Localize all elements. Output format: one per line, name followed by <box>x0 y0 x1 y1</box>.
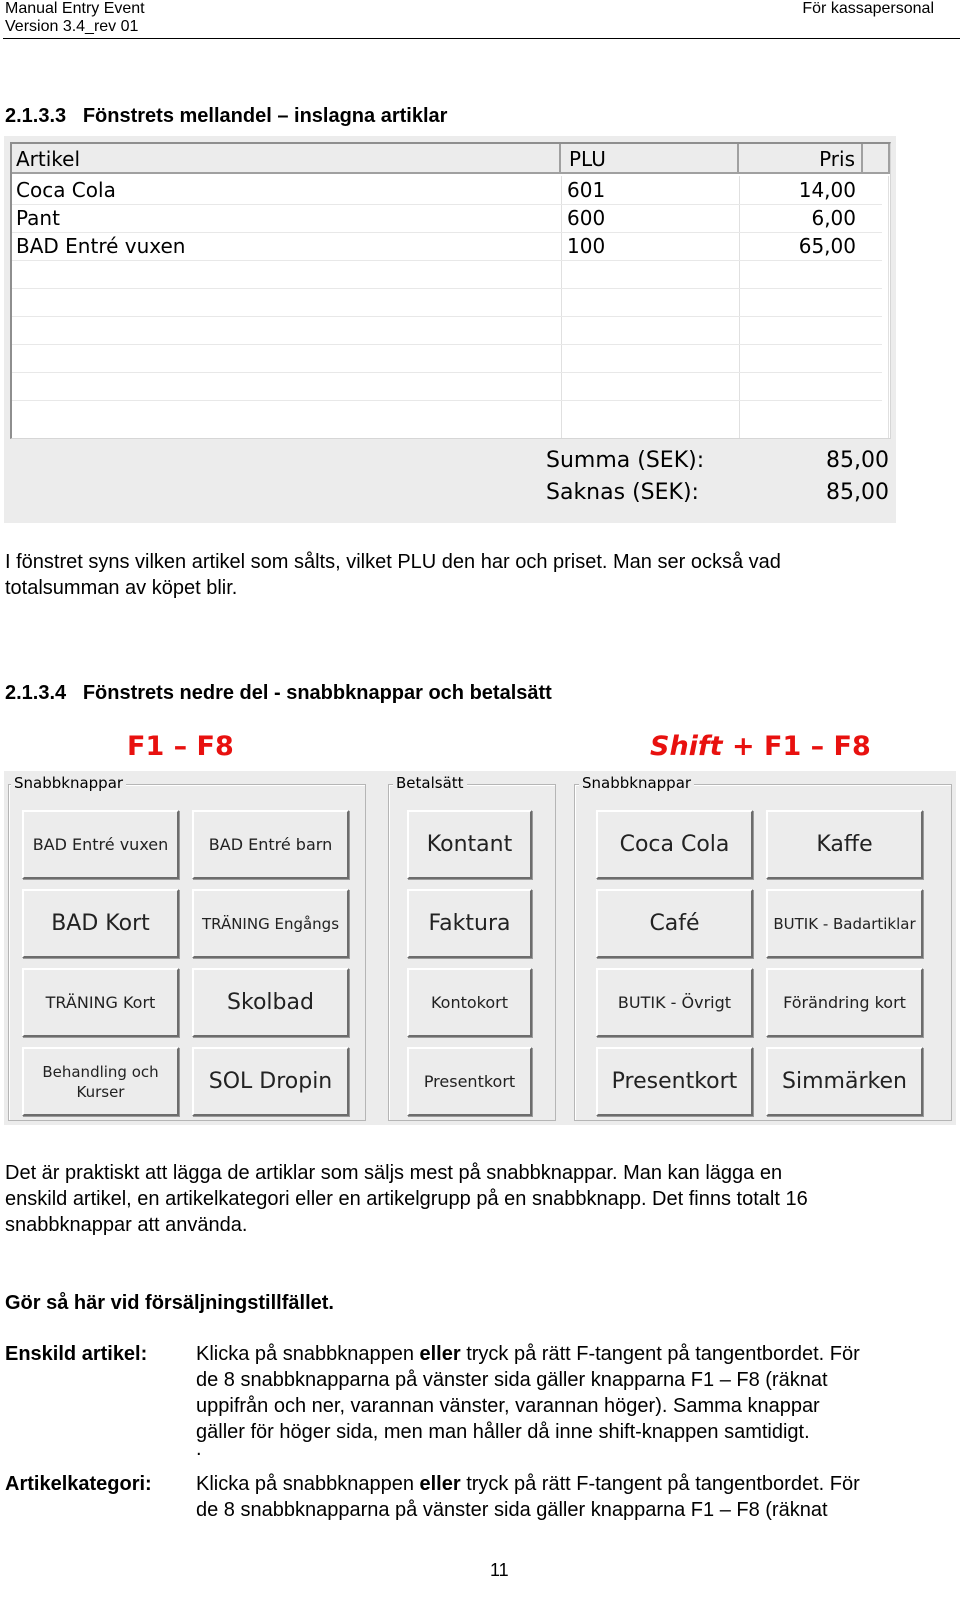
single-article-label: Enskild artikel: <box>5 1343 148 1365</box>
missing-label: Saknas (SEK): <box>546 480 699 505</box>
table-cell-price[interactable]: 14,00 <box>798 178 856 202</box>
table-cell-article[interactable]: Coca Cola <box>16 178 116 202</box>
grid-line <box>12 316 882 317</box>
grid-line <box>888 176 889 438</box>
quick-buttons-right-legend: Snabbknappar <box>579 774 694 792</box>
single-article-line-2: de 8 snabbknapparna på vänster sida gäller knapparna F1 – F8 (räknat <box>196 1369 828 1391</box>
quick-buttons-left-legend: Snabbknappar <box>11 774 126 792</box>
payment-button-giftcard[interactable]: Presentkort <box>407 1047 532 1116</box>
quick-button-shift-f2[interactable]: Kaffe <box>766 810 923 879</box>
missing-value: 85,00 <box>826 480 889 505</box>
document-title: Manual Entry Event <box>5 0 145 17</box>
article-category-label: Artikelkategori: <box>5 1473 152 1495</box>
grid-line <box>12 372 882 373</box>
grid-line <box>561 176 562 438</box>
fkeys-right-label <box>650 731 871 762</box>
column-header-plu[interactable]: PLU <box>561 144 739 174</box>
shift-key-label: Shift <box>650 731 723 762</box>
table-cell-article[interactable]: Pant <box>16 206 60 230</box>
quick-button-f5[interactable]: TRÄNING Kort <box>22 968 179 1037</box>
quick-button-shift-f6[interactable]: Förändring kort <box>766 968 923 1037</box>
quick-button-shift-f4[interactable]: BUTIK - Badartiklar <box>766 889 923 958</box>
paragraph-2-line-2: enskild artikel, en artikelkategori eller en artikelgrupp på en snabbknapp. Det finns totalt 16 <box>5 1188 808 1210</box>
quick-button-shift-f3[interactable]: Café <box>596 889 753 958</box>
column-header-article[interactable]: Artikel <box>12 144 561 174</box>
text-run: Klicka på snabbknappen <box>196 1473 420 1495</box>
quick-button-f8[interactable]: SOL Dropin <box>192 1047 349 1116</box>
section-heading-2-1-3-4 <box>5 682 552 705</box>
quick-buttons-screenshot <box>4 771 956 1125</box>
article-category-line-2: de 8 snabbknapparna på vänster sida gäller knapparna F1 – F8 (räknat <box>196 1499 828 1521</box>
grid-line <box>12 400 882 401</box>
table-cell-price[interactable]: 65,00 <box>798 234 856 258</box>
quick-button-f3[interactable]: BAD Kort <box>22 889 179 958</box>
article-grid <box>10 142 891 439</box>
quick-button-shift-f8[interactable]: Simmärken <box>766 1047 923 1116</box>
column-header-filler <box>863 144 890 174</box>
text-run: Klicka på snabbknappen <box>196 1343 420 1365</box>
document-version: Version 3.4_rev 01 <box>5 18 139 35</box>
howto-heading: Gör så här vid försäljningstillfället. <box>5 1292 334 1314</box>
quick-button-f2[interactable]: BAD Entré barn <box>192 810 349 879</box>
quick-button-shift-f5[interactable]: BUTIK - Övrigt <box>596 968 753 1037</box>
paragraph-2-line-3: snabbknappar att använda. <box>5 1214 248 1236</box>
table-cell-article[interactable]: BAD Entré vuxen <box>16 234 186 258</box>
paragraph-2-line-1: Det är praktiskt att lägga de artiklar som säljs mest på snabbknappar. Man kan lägga en <box>5 1162 783 1184</box>
section-heading-2-1-3-3 <box>5 105 447 128</box>
text-run: tryck på rätt F-tangent på tangentbordet. För <box>460 1343 860 1365</box>
quick-button-f1[interactable]: BAD Entré vuxen <box>22 810 179 879</box>
sum-label: Summa (SEK): <box>546 448 705 473</box>
table-cell-plu[interactable]: 600 <box>567 206 606 230</box>
plus-sign: + <box>731 731 755 762</box>
grid-line <box>12 260 882 261</box>
table-cell-plu[interactable]: 100 <box>567 234 606 258</box>
emphasis-or: eller <box>419 1343 461 1365</box>
section-number: 2.1.3.3 <box>5 105 67 127</box>
single-article-line-4: gäller för höger sida, men man håller då inne shift-knappen samtidigt. <box>196 1421 810 1443</box>
article-category-line-1 <box>196 1471 860 1498</box>
section-number: 2.1.3.4 <box>5 682 67 704</box>
single-article-line-5: . <box>196 1438 202 1460</box>
section-title: Fönstrets mellandel – inslagna artiklar <box>82 105 448 127</box>
single-article-line-3: uppifrån och ner, varannan vänster, varannan höger). Samma knappar <box>196 1395 820 1417</box>
section-title: Fönstrets nedre del - snabbknappar och betalsätt <box>82 682 552 704</box>
payment-methods-legend: Betalsätt <box>393 774 467 792</box>
quick-button-f6[interactable]: Skolbad <box>192 968 349 1037</box>
fkeys-left-label: F1 – F8 <box>127 731 234 762</box>
payment-button-cash[interactable]: Kontant <box>407 810 532 879</box>
paragraph-1-line-1: I fönstret syns vilken artikel som sålts, vilket PLU den har och priset. Man ser också vad <box>5 551 781 573</box>
grid-line <box>12 344 882 345</box>
single-article-line-1 <box>196 1341 860 1368</box>
payment-button-invoice[interactable]: Faktura <box>407 889 532 958</box>
text-run: tryck på rätt F-tangent på tangentbordet. För <box>460 1473 860 1495</box>
table-cell-price[interactable]: 6,00 <box>811 206 856 230</box>
grid-line <box>12 288 882 289</box>
paragraph-1-line-2: totalsumman av köpet blir. <box>5 577 238 599</box>
quick-button-shift-f7[interactable]: Presentkort <box>596 1047 753 1116</box>
sum-value: 85,00 <box>826 448 889 473</box>
quick-button-f7[interactable]: Behandling och Kurser <box>22 1047 179 1116</box>
table-cell-plu[interactable]: 601 <box>567 178 606 202</box>
quick-button-f4[interactable]: TRÄNING Engångs <box>192 889 349 958</box>
article-list-screenshot <box>4 136 896 523</box>
page-number: 11 <box>490 1560 509 1580</box>
quick-button-shift-f1[interactable]: Coca Cola <box>596 810 753 879</box>
column-header-price[interactable]: Pris <box>739 144 863 174</box>
document-audience: För kassapersonal <box>802 0 934 17</box>
payment-button-card[interactable]: Kontokort <box>407 968 532 1037</box>
fkeys-right-range: F1 – F8 <box>764 731 871 762</box>
header-divider <box>3 38 960 39</box>
emphasis-or: eller <box>419 1473 461 1495</box>
